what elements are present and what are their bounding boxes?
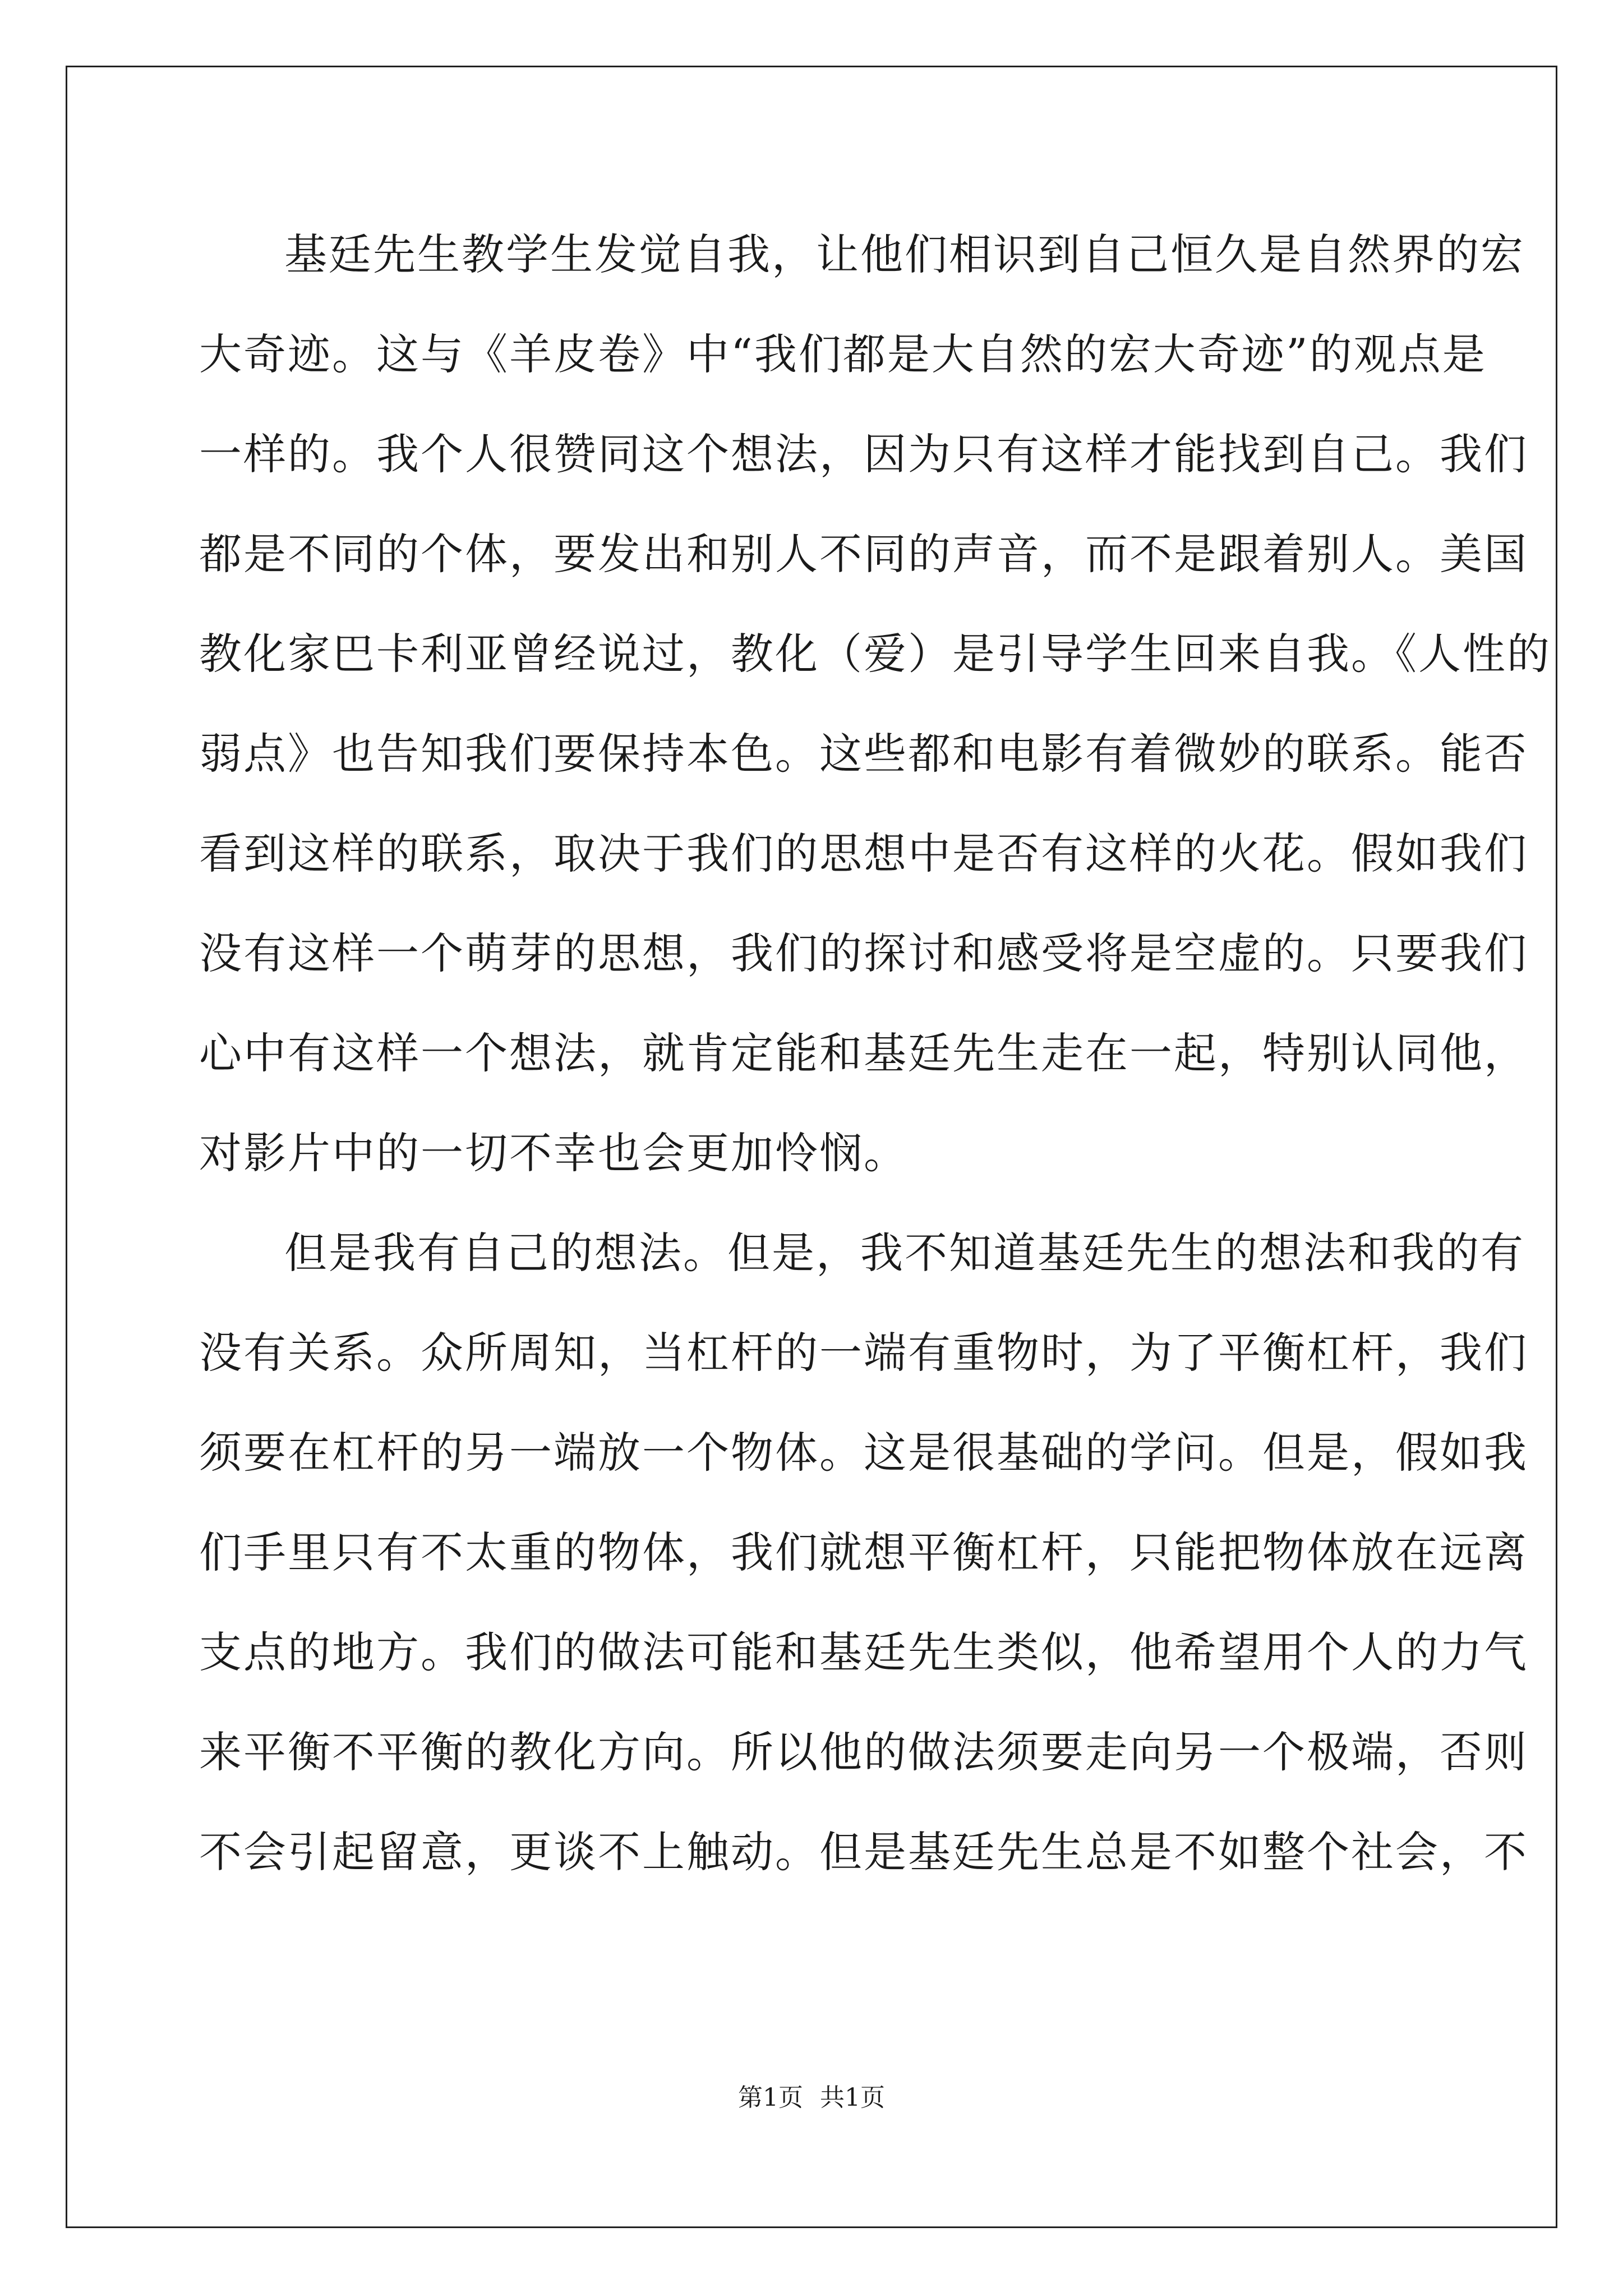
paragraph-1-line-6: 弱点》也告知我们要保持本色。这些都和电影有着微妙的联系。能否 (199, 729, 1528, 779)
paragraph-2-line-7: 不会引起留意，更谈不上触动。但是基廷先生总是不如整个社会，不 (199, 1827, 1528, 1877)
paragraph-1-line-9: 心中有这样一个想法，就肯定能和基廷先生走在一起，特别认同他， (199, 1028, 1528, 1078)
page-footer (0, 2081, 1623, 2115)
paragraph-1-line-8: 没有这样一个萌芽的思想，我们的探讨和感受将是空虚的。只要我们 (199, 928, 1528, 978)
paragraph-2-line-5: 支点的地方。我们的做法可能和基廷先生类似，他希望用个人的力气 (199, 1627, 1528, 1677)
page-total: 共1页 (820, 2083, 885, 2112)
paragraph-1-line-5: 教化家巴卡利亚曾经说过，教化（爱）是引导学生回来自我。《人性的 (199, 629, 1551, 679)
paragraph-1-line-7: 看到这样的联系，取决于我们的思想中是否有这样的火花。假如我们 (199, 829, 1528, 878)
document-body (199, 205, 1551, 1902)
paragraph-2-line-4: 们手里只有不太重的物体，我们就想平衡杠杆，只能把物体放在远离 (199, 1527, 1528, 1577)
paragraph-1-line-2: 大奇迹。这与《羊皮卷》中“我们都是大自然的宏大奇迹”的观点是 (199, 329, 1487, 379)
paragraph-1-line-1: 基廷先生教学生发觉自我，让他们相识到自己恒久是自然界的宏 (284, 229, 1525, 279)
paragraph-1-line-4: 都是不同的个体，要发出和别人不同的声音，而不是跟着别人。美国 (199, 529, 1528, 579)
paragraph-1-line-3: 一样的。我个人很赞同这个想法，因为只有这样才能找到自己。我们 (199, 429, 1528, 479)
paragraph-2-line-3: 须要在杠杆的另一端放一个物体。这是很基础的学问。但是，假如我 (199, 1428, 1528, 1478)
paragraph-1-line-10: 对影片中的一切不幸也会更加怜悯。 (199, 1128, 908, 1178)
paragraph-2-line-1: 但是我有自己的想法。但是，我不知道基廷先生的想法和我的有 (284, 1228, 1525, 1278)
paragraph-2-line-6: 来平衡不平衡的教化方向。所以他的做法须要走向另一个极端，否则 (199, 1727, 1528, 1777)
page-number: 第1页 (738, 2083, 803, 2112)
paragraph-2-line-2: 没有关系。众所周知，当杠杆的一端有重物时，为了平衡杠杆，我们 (199, 1328, 1528, 1378)
